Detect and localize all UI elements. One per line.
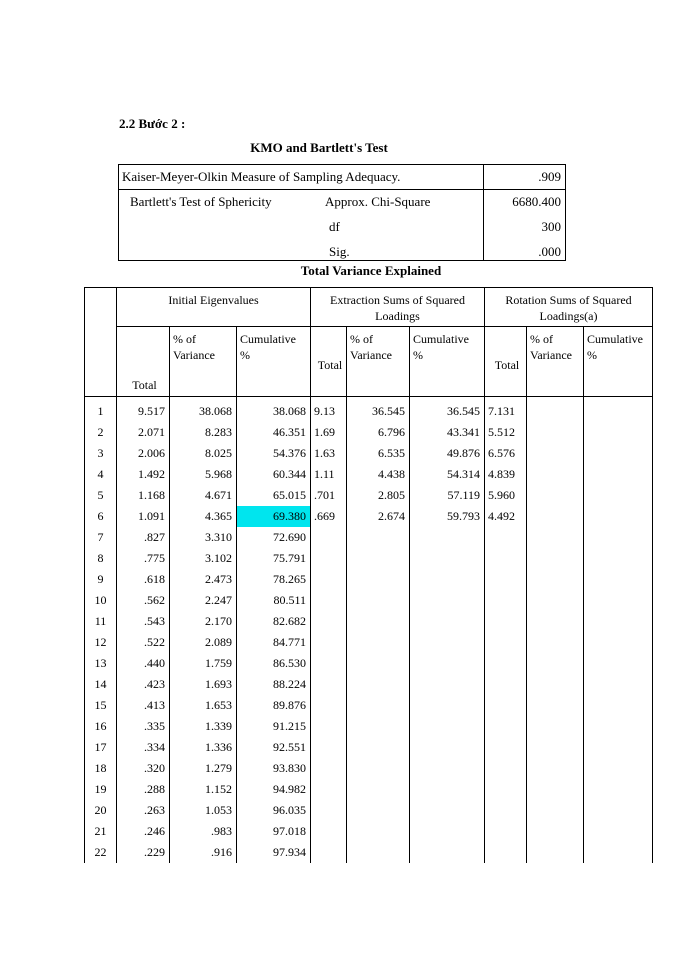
extraction-total-cell (311, 653, 347, 674)
table-row (85, 569, 653, 590)
initial-total-cell: .288 (117, 779, 170, 800)
rotation-total-cell: 5.960 (485, 485, 527, 506)
initial-total-cell: .827 (117, 527, 170, 548)
initial-pct-cell: 1.336 (170, 737, 237, 758)
initial-cum-cell: 97.934 (237, 842, 311, 863)
extraction-pct-cell (347, 842, 410, 863)
extraction-cum-cell (410, 821, 485, 842)
initial-eigenvalues-header: Initial Eigenvalues (117, 288, 311, 327)
extraction-pct-cell: 2.805 (347, 485, 410, 506)
extraction-cum-cell (410, 590, 485, 611)
rotation-total-cell (485, 632, 527, 653)
component-cell: 7 (85, 527, 117, 548)
rotation-pct-cell (527, 695, 584, 716)
initial-cum-cell: 82.682 (237, 611, 311, 632)
table-row (85, 422, 653, 443)
initial-pct-cell: 1.339 (170, 716, 237, 737)
rotation-pct-cell (527, 758, 584, 779)
rotation-total-cell: 7.131 (485, 397, 527, 423)
extraction-total-cell (311, 548, 347, 569)
initial-pct-cell: 4.365 (170, 506, 237, 527)
rotation-cum-cell (584, 464, 653, 485)
initial-pct-cell: .916 (170, 842, 237, 863)
rotation-pct-cell (527, 422, 584, 443)
extraction-cum-cell (410, 632, 485, 653)
rotation-cum-cell (584, 800, 653, 821)
initial-total-cell: .334 (117, 737, 170, 758)
initial-cum-cell: 80.511 (237, 590, 311, 611)
rotation-pct-header: % of Variance (527, 327, 584, 397)
rotation-pct-cell (527, 527, 584, 548)
extraction-total-cell (311, 590, 347, 611)
rotation-total-cell (485, 758, 527, 779)
extraction-total-cell (311, 569, 347, 590)
component-cell: 6 (85, 506, 117, 527)
component-cell: 8 (85, 548, 117, 569)
table-row (85, 842, 653, 863)
initial-pct-cell: 8.283 (170, 422, 237, 443)
rotation-pct-cell (527, 569, 584, 590)
extraction-cum-cell: 59.793 (410, 506, 485, 527)
extraction-pct-cell: 6.535 (347, 443, 410, 464)
sig-label: Sig. (329, 244, 350, 259)
initial-cum-cell: 84.771 (237, 632, 311, 653)
extraction-cum-cell (410, 758, 485, 779)
initial-total-cell: .335 (117, 716, 170, 737)
table-row (85, 821, 653, 842)
rotation-total-cell: 6.576 (485, 443, 527, 464)
kmo-value: .909 (538, 169, 561, 184)
initial-total-cell: 1.492 (117, 464, 170, 485)
rotation-pct-cell (527, 842, 584, 863)
extraction-total-cell: 1.63 (311, 443, 347, 464)
extraction-pct-cell: 2.674 (347, 506, 410, 527)
extraction-cum-cell: 43.341 (410, 422, 485, 443)
extraction-pct-cell: 4.438 (347, 464, 410, 485)
extraction-total-cell: .669 (311, 506, 347, 527)
initial-total-cell: .320 (117, 758, 170, 779)
extraction-pct-cell (347, 779, 410, 800)
extraction-total-cell (311, 611, 347, 632)
initial-pct-header: % of Variance (170, 327, 237, 397)
extraction-cum-cell (410, 548, 485, 569)
kmo-table-title: KMO and Bartlett's Test (250, 140, 388, 155)
rotation-cum-cell (584, 569, 653, 590)
table-row (85, 800, 653, 821)
component-cell: 9 (85, 569, 117, 590)
initial-total-cell: 9.517 (117, 397, 170, 423)
extraction-total-cell (311, 779, 347, 800)
initial-total-cell: .543 (117, 611, 170, 632)
df-label: df (329, 219, 340, 234)
component-cell: 10 (85, 590, 117, 611)
rotation-pct-cell (527, 674, 584, 695)
initial-total-cell: .246 (117, 821, 170, 842)
extraction-cum-cell (410, 611, 485, 632)
extraction-pct-cell (347, 590, 410, 611)
rotation-total-cell (485, 674, 527, 695)
extraction-pct-cell (347, 821, 410, 842)
initial-pct-cell: 2.247 (170, 590, 237, 611)
extraction-pct-cell: 36.545 (347, 397, 410, 423)
rotation-pct-cell (527, 779, 584, 800)
extraction-cum-cell (410, 737, 485, 758)
rotation-cum-cell (584, 821, 653, 842)
rotation-cum-cell (584, 443, 653, 464)
extraction-total-cell: 1.11 (311, 464, 347, 485)
extraction-pct-header: % of Variance (347, 327, 410, 397)
extraction-pct-cell (347, 758, 410, 779)
initial-cum-cell: 94.982 (237, 779, 311, 800)
rotation-pct-cell (527, 590, 584, 611)
initial-cum-cell: 86.530 (237, 653, 311, 674)
extraction-pct-cell (347, 737, 410, 758)
extraction-pct-cell (347, 653, 410, 674)
initial-total-cell: .263 (117, 800, 170, 821)
extraction-pct-cell: 6.796 (347, 422, 410, 443)
initial-total-cell: 2.071 (117, 422, 170, 443)
extraction-cum-cell (410, 674, 485, 695)
initial-pct-cell: 1.053 (170, 800, 237, 821)
initial-pct-cell: 2.473 (170, 569, 237, 590)
extraction-total-cell (311, 842, 347, 863)
rotation-pct-cell (527, 506, 584, 527)
extraction-total-cell (311, 674, 347, 695)
extraction-pct-cell (347, 674, 410, 695)
initial-pct-cell: 38.068 (170, 397, 237, 423)
rotation-total-cell (485, 800, 527, 821)
component-cell: 20 (85, 800, 117, 821)
initial-cum-cell: 60.344 (237, 464, 311, 485)
rotation-total-cell (485, 779, 527, 800)
extraction-cum-cell (410, 653, 485, 674)
component-cell: 11 (85, 611, 117, 632)
extraction-total-cell (311, 716, 347, 737)
rotation-total-cell: 5.512 (485, 422, 527, 443)
table-row (85, 397, 653, 423)
initial-cum-cell: 97.018 (237, 821, 311, 842)
rotation-total-cell (485, 653, 527, 674)
initial-cum-cell: 92.551 (237, 737, 311, 758)
table-row (85, 695, 653, 716)
initial-pct-cell: 1.693 (170, 674, 237, 695)
rotation-cum-cell (584, 716, 653, 737)
table-row (85, 548, 653, 569)
rotation-cum-cell (584, 548, 653, 569)
initial-pct-cell: 5.968 (170, 464, 237, 485)
initial-cum-cell: 54.376 (237, 443, 311, 464)
component-cell: 14 (85, 674, 117, 695)
initial-pct-cell: 1.759 (170, 653, 237, 674)
chi-square-label: Approx. Chi-Square (325, 194, 431, 209)
extraction-pct-cell (347, 569, 410, 590)
rotation-total-cell (485, 569, 527, 590)
df-value: 300 (541, 219, 561, 234)
initial-cum-cell: 91.215 (237, 716, 311, 737)
extraction-pct-cell (347, 548, 410, 569)
rotation-total-cell (485, 695, 527, 716)
initial-cum-cell: 93.830 (237, 758, 311, 779)
component-cell: 5 (85, 485, 117, 506)
kmo-label: Kaiser-Meyer-Olkin Measure of Sampling Adequacy. (122, 169, 401, 184)
rotation-cum-cell (584, 590, 653, 611)
table-row (85, 443, 653, 464)
total-variance-table (84, 287, 653, 863)
initial-cum-cell: 75.791 (237, 548, 311, 569)
component-cell: 1 (85, 397, 117, 423)
rotation-total-cell (485, 527, 527, 548)
table-row (85, 674, 653, 695)
rotation-pct-cell (527, 397, 584, 423)
extraction-total-cell (311, 527, 347, 548)
extraction-total-cell (311, 758, 347, 779)
initial-pct-cell: 3.102 (170, 548, 237, 569)
extraction-pct-cell (347, 527, 410, 548)
initial-pct-cell: 1.279 (170, 758, 237, 779)
component-cell: 2 (85, 422, 117, 443)
initial-total-cell: 2.006 (117, 443, 170, 464)
extraction-cum-cell (410, 842, 485, 863)
initial-pct-cell: 4.671 (170, 485, 237, 506)
extraction-pct-cell (347, 716, 410, 737)
rotation-cum-cell (584, 632, 653, 653)
initial-cum-cell: 46.351 (237, 422, 311, 443)
initial-pct-cell: 3.310 (170, 527, 237, 548)
initial-pct-cell: .983 (170, 821, 237, 842)
rotation-cum-cell (584, 653, 653, 674)
component-cell: 22 (85, 842, 117, 863)
initial-cum-header: Cumulative % (237, 327, 311, 397)
sig-value: .000 (538, 244, 561, 259)
initial-cum-cell: 78.265 (237, 569, 311, 590)
initial-pct-cell: 2.089 (170, 632, 237, 653)
initial-cum-cell: 72.690 (237, 527, 311, 548)
rotation-cum-header: Cumulative % (584, 327, 653, 397)
initial-cum-cell: 88.224 (237, 674, 311, 695)
initial-total-cell: 1.168 (117, 485, 170, 506)
rotation-pct-cell (527, 800, 584, 821)
initial-pct-cell: 1.653 (170, 695, 237, 716)
extraction-total-cell (311, 632, 347, 653)
initial-total-cell: .440 (117, 653, 170, 674)
extraction-pct-cell (347, 632, 410, 653)
table-row (85, 779, 653, 800)
rotation-total-cell (485, 548, 527, 569)
initial-total-cell: 1.091 (117, 506, 170, 527)
rotation-total-header: Total (485, 327, 527, 397)
table-row (85, 758, 653, 779)
initial-total-cell: .423 (117, 674, 170, 695)
component-cell: 16 (85, 716, 117, 737)
extraction-pct-cell (347, 695, 410, 716)
component-cell: 13 (85, 653, 117, 674)
rotation-cum-cell (584, 737, 653, 758)
kmo-bartlett-table (118, 164, 566, 261)
initial-cum-cell: 89.876 (237, 695, 311, 716)
initial-cum-cell: 65.015 (237, 485, 311, 506)
chi-square-value: 6680.400 (512, 194, 561, 209)
table-row (85, 737, 653, 758)
initial-pct-cell: 1.152 (170, 779, 237, 800)
extraction-total-cell (311, 737, 347, 758)
extraction-cum-cell: 54.314 (410, 464, 485, 485)
extraction-total-cell (311, 695, 347, 716)
table-row (85, 464, 653, 485)
bartlett-label: Bartlett's Test of Sphericity (130, 194, 272, 209)
rotation-pct-cell (527, 716, 584, 737)
table-row (85, 632, 653, 653)
rotation-cum-cell (584, 527, 653, 548)
extraction-total-cell: 1.69 (311, 422, 347, 443)
rotation-pct-cell (527, 464, 584, 485)
rotation-total-cell (485, 821, 527, 842)
rotation-cum-cell (584, 758, 653, 779)
rotation-header: Rotation Sums of Squared Loadings(a) (485, 288, 653, 327)
initial-total-cell: .775 (117, 548, 170, 569)
rotation-total-cell (485, 590, 527, 611)
component-cell: 3 (85, 443, 117, 464)
table-row (85, 485, 653, 506)
initial-pct-cell: 2.170 (170, 611, 237, 632)
rotation-cum-cell (584, 422, 653, 443)
rotation-total-cell (485, 716, 527, 737)
initial-cum-cell: 96.035 (237, 800, 311, 821)
initial-total-cell: .413 (117, 695, 170, 716)
initial-cum-cell: 38.068 (237, 397, 311, 423)
rotation-pct-cell (527, 485, 584, 506)
extraction-total-cell: 9.13 (311, 397, 347, 423)
initial-total-cell: .522 (117, 632, 170, 653)
extraction-total-cell: .701 (311, 485, 347, 506)
rotation-cum-cell (584, 674, 653, 695)
component-header (85, 288, 117, 397)
rotation-total-cell (485, 842, 527, 863)
table-row (85, 527, 653, 548)
rotation-cum-cell (584, 695, 653, 716)
extraction-total-header: Total (311, 327, 347, 397)
rotation-total-cell: 4.492 (485, 506, 527, 527)
tve-table-title: Total Variance Explained (300, 263, 442, 278)
rotation-pct-cell (527, 632, 584, 653)
extraction-cum-cell (410, 716, 485, 737)
rotation-pct-cell (527, 548, 584, 569)
initial-total-cell: .562 (117, 590, 170, 611)
extraction-cum-cell (410, 695, 485, 716)
table-row (85, 590, 653, 611)
table-row (85, 611, 653, 632)
rotation-cum-cell (584, 485, 653, 506)
extraction-cum-cell (410, 779, 485, 800)
extraction-pct-cell (347, 800, 410, 821)
rotation-cum-cell (584, 842, 653, 863)
extraction-header: Extraction Sums of Squared Loadings (311, 288, 485, 327)
tve-body (85, 397, 653, 864)
initial-total-header: Total (117, 327, 170, 397)
extraction-total-cell (311, 821, 347, 842)
rotation-pct-cell (527, 443, 584, 464)
initial-total-cell: .229 (117, 842, 170, 863)
rotation-pct-cell (527, 611, 584, 632)
rotation-cum-cell (584, 611, 653, 632)
component-cell: 21 (85, 821, 117, 842)
component-cell: 19 (85, 779, 117, 800)
component-cell: 18 (85, 758, 117, 779)
extraction-cum-cell: 36.545 (410, 397, 485, 423)
rotation-pct-cell (527, 653, 584, 674)
rotation-pct-cell (527, 821, 584, 842)
extraction-total-cell (311, 800, 347, 821)
initial-cum-cell: 69.380 (237, 506, 311, 527)
extraction-cum-cell: 49.876 (410, 443, 485, 464)
extraction-cum-cell (410, 527, 485, 548)
extraction-cum-header: Cumulative % (410, 327, 485, 397)
table-row (85, 506, 653, 527)
rotation-total-cell: 4.839 (485, 464, 527, 485)
component-cell: 17 (85, 737, 117, 758)
component-cell: 15 (85, 695, 117, 716)
rotation-pct-cell (527, 737, 584, 758)
rotation-total-cell (485, 611, 527, 632)
rotation-total-cell (485, 737, 527, 758)
rotation-cum-cell (584, 779, 653, 800)
table-row (85, 716, 653, 737)
extraction-pct-cell (347, 611, 410, 632)
component-cell: 12 (85, 632, 117, 653)
extraction-cum-cell (410, 800, 485, 821)
extraction-cum-cell: 57.119 (410, 485, 485, 506)
rotation-cum-cell (584, 397, 653, 423)
component-cell: 4 (85, 464, 117, 485)
table-row (85, 653, 653, 674)
initial-total-cell: .618 (117, 569, 170, 590)
section-title: 2.2 Bước 2 : (119, 116, 186, 131)
extraction-cum-cell (410, 569, 485, 590)
initial-pct-cell: 8.025 (170, 443, 237, 464)
rotation-cum-cell (584, 506, 653, 527)
